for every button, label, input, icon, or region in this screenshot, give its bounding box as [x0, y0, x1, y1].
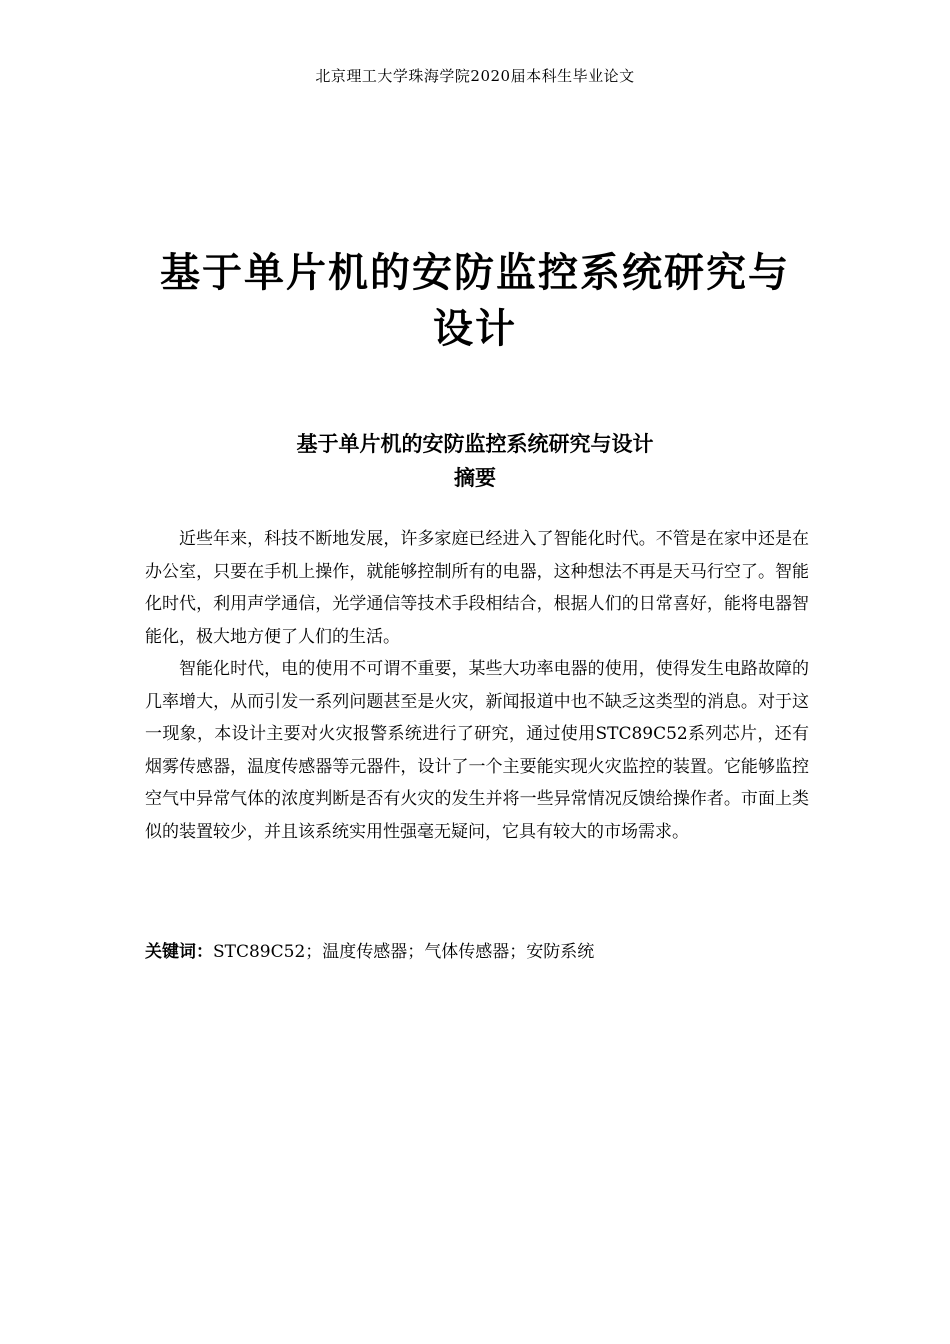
abstract-body [145, 523, 809, 848]
main-title-line-2: 设计 [433, 306, 517, 352]
abstract-title: 基于单片机的安防监控系统研究与设计 [296, 432, 654, 456]
keywords-label: 关键词： [145, 942, 213, 962]
abstract-heading: 摘要 [454, 466, 496, 490]
abstract-paragraph-1: 近些年来，科技不断地发展，许多家庭已经进入了智能化时代。不管是在家中还是在办公室，只要在手机上操作，就能够控制所有的电器，这种想法不再是天马行空了。智能化时代，利用声学通信，光学通信等技术手段相结合，根据人们的日常喜好，能将电器智能化，极大地方便了人们的生活。 [145, 529, 809, 647]
abstract-paragraph-2: 智能化时代，电的使用不可谓不重要，某些大功率电器的使用，使得发生电路故障的几率增大，从而引发一系列问题甚至是火灾，新闻报道中也不缺乏这类型的消息。对于这一现象，本设计主要对火灾报警系统进行了研究，通过使用STC89C52系列芯片，还有烟雾传感器，温度传感器等元器件，设计了一个主要能实现火灾监控的装置。它能够监控空气中异常气体的浓度判断是否有火灾的发生并将一些异常情况反馈给操作者。市面上类似的装置较少，并且该系统实用性强毫无疑问，它具有较大的市场需求。 [145, 659, 809, 842]
main-title-line-1: 基于单片机的安防监控系统研究与 [160, 250, 790, 296]
keywords-line [145, 936, 809, 968]
main-title [150, 245, 800, 357]
keywords-text: STC89C52；温度传感器；气体传感器；安防系统 [213, 942, 595, 962]
running-header: 北京理工大学珠海学院2020届本科生毕业论文 [315, 67, 635, 85]
